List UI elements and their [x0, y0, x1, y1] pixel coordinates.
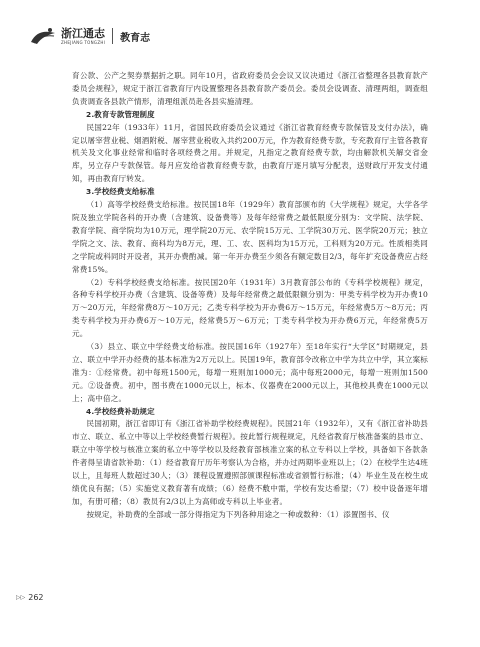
- section-title: 教育志: [120, 32, 151, 44]
- page-number: 262: [28, 593, 44, 602]
- logo-text: [61, 28, 105, 45]
- header-divider: [112, 28, 113, 44]
- section-heading: 3.学校经费支给标准: [86, 187, 155, 197]
- body-paragraph: （1）高等学校经费支给标准。按民国18年（1929年）教育部颁布的《大学规程》规定，大学各学院及独立学院各科的开办费（含建筑、设备费等）及每年经常费之最低限度分别为：文学院、法学院、教育学院、商学院均为10万元，理学院20万元、农学院15万元、工学院30万元、医学院20万元；独立学院之文、法、教育、商科均为8万元，理、工、农、医科均为15万元，工科则为20万元。性质相类同之学院或科同时开设者，其开办费酌减。第一年开办费至少须各有额定数目2/3，每年扩充设备费应占经常费15%。: [72, 200, 428, 274]
- body-paragraph: （2）专科学校经费支给标准。按民国20年（1931年）3月教育部公布的《专科学校规程》规定，各种专科学校开办费（含建筑、设备等费）及每年经常费之最低限额分别为：甲类专科学校为开办费10万～20万元，年经常费8万～10万元；乙类专科学校为开办费6万～15万元，年经常费5万～8万元；丙类专科学校为开办费6万～10万元，经常费5万～6万元；丁类专科学校为开办费6万元，年经常费5万元。: [72, 277, 428, 339]
- section-heading: 2.教育专款管理制度: [86, 109, 155, 119]
- logo-chinese: 浙江通志: [61, 26, 105, 40]
- body-paragraph: 育公款、公产之契券票据折之职。同年10月，省政府委员会会议又议决通过《浙江省整理各县教育款产委员会规程》，规定于浙江省教育厅内设置整理各县教育款产委员会。委员会设调查、清理两组，调查组负责调查各县款产情形，清理组派员赴各县实施清理。: [72, 71, 428, 106]
- page-body: [72, 70, 428, 522]
- page-footer: [16, 593, 44, 602]
- body-paragraph: （3）县立、联立中学经费支给标准。按民国16年（1927年）至18年实行“大学区”时期规定，县立、联立中学开办经费的基本标准为2万元以上。民国19年，教育部令改称立中学为共立中学，其立案标准为：①经常费。初中每班1500元，每增一班则加1000元；高中每班2000元，每增一班则加1500元。②设备费。初中，图书费在1000元以上，标本、仪器费在2000元以上，其他校具费在1000元以上；高中倍之。: [72, 342, 428, 403]
- body-paragraph: 民国22年（1933年）11月，省国民政府委员会议通过《浙江省教育经费专款保管及支付办法》，确定以屠宰营业税、烟酒附税、屠宰营业税收入共约200万元，作为教育经费专款，专充教育厅主管各教育机关及文化事业经常和临时各项经费之用。并规定，凡指定之教育经费专款，均由解款机关解交省金库，另立存户专款保管。每月应发给省教育经费专款，由教育厅逐月填写分配表，送财政厅开发支付通知，再由教育厅转发。: [72, 122, 428, 184]
- logo-emblem-icon: [28, 24, 58, 48]
- page-header: [28, 20, 456, 52]
- body-paragraph: 民国初期，浙江省即订有《浙江省补助学校经费规程》。民国21年（1932年），又有《浙江省补助县市立、联立、私立中等以上学校经费暂行规程》。按此暂行规程规定，凡经省教育厅核准备案的县市立、联立中等学校与核准立案的私立中等学校以及经教育部核准立案的私立专科以上学校，具备如下各款条件者得呈请省款补助：（1）经省教育厅历年考察认为合格，并办过两期毕业班以上；（2）在校学生达4班以上，且每班人数超过30人；（3）课程设置遵照部颁课程标准或省颁暂行标准；（4）毕业生及在校生成绩优良有据；（5）实施党义教育著有成绩；（6）经费不敷中需，学校有发达希望；（7）校中设备逐年增加，有册可稽；（8）教员有2/3以上为高师或专科以上毕业者。: [72, 419, 428, 506]
- body-paragraph: 按规定，补助费的全部或一部分得指定为下列各种用途之一种或数种：（1）添置图书、仪: [86, 509, 390, 519]
- page-marker-icon: ▷▷: [16, 594, 26, 601]
- logo-english: ZHEJIANG TONGZHI: [61, 39, 106, 45]
- section-heading: 4.学校经费补助规定: [86, 406, 155, 416]
